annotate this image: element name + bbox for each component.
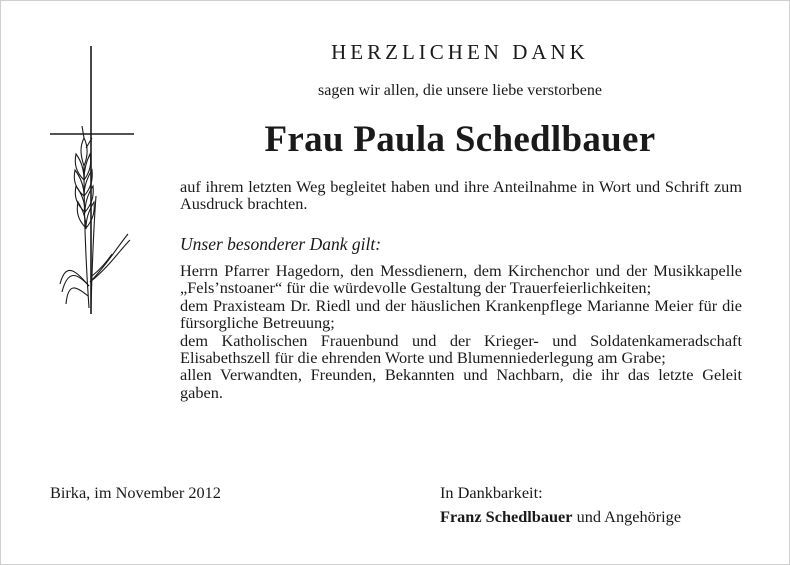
special-thanks-heading: Unser besonderer Dank gilt: bbox=[180, 234, 382, 254]
notice-subtitle: sagen wir allen, die unsere liebe verstorbene bbox=[318, 82, 602, 99]
cross-with-wheat-icon bbox=[46, 46, 136, 326]
deceased-name: Frau Paula Schedlbauer bbox=[264, 119, 656, 160]
place-date: Birka, im November 2012 bbox=[50, 483, 221, 502]
intro-text: auf ihrem letzten Weg begleitet haben und ihre Anteilnahme in Wort und Schrift zum Ausdruck brachten. bbox=[180, 177, 742, 214]
signer-name: Franz Schedlbauer bbox=[440, 507, 573, 526]
thanks-item: allen Verwandten, Freunden, Bekannten und Nachbarn, die ihr das letzte Geleit gaben. bbox=[180, 365, 742, 402]
closing-text: In Dankbarkeit: bbox=[440, 483, 543, 502]
signer-suffix: und Angehörige bbox=[576, 507, 682, 526]
thanks-item: Herrn Pfarrer Hagedorn, den Messdienern, dem Kirchenchor und der Musikkapelle „Fels’nstoaner“ für die würdevolle Gestaltung der Trauerfeierlichkeiten; bbox=[180, 261, 742, 298]
thanks-item: dem Praxisteam Dr. Riedl und der häuslichen Krankenpflege Marianne Meier für die fürsorgliche Betreuung; bbox=[180, 295, 742, 333]
signature bbox=[440, 507, 681, 527]
special-thanks-list bbox=[180, 262, 742, 401]
notice-title: HERZLICHEN DANK bbox=[331, 40, 589, 64]
thanks-item: dem Katholischen Frauenbund und der Krieger- und Soldatenkameradschaft Elisabethszell für die ehrenden Worte und Blumenniederlegung am Grabe; bbox=[180, 330, 742, 368]
